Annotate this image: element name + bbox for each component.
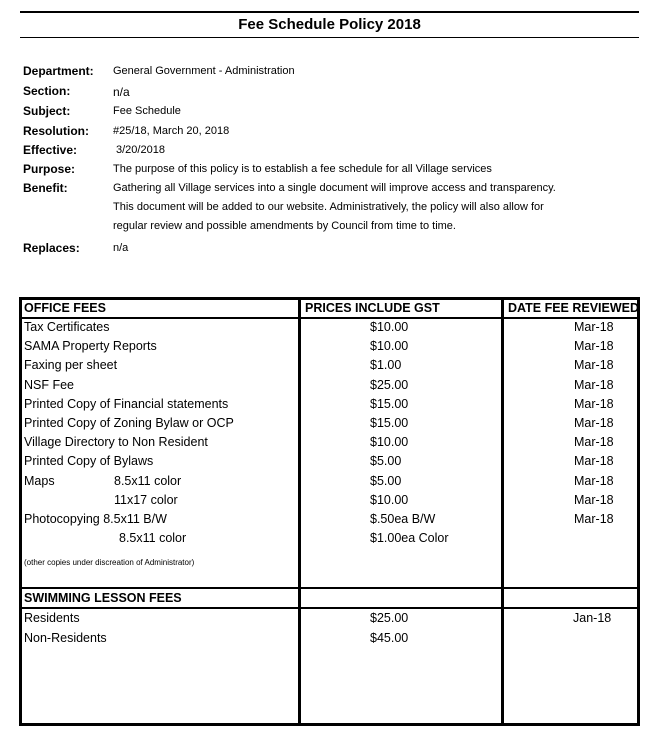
fee-price: $5.00	[370, 473, 402, 488]
meta-row-purpose	[23, 160, 643, 179]
section-divider	[22, 587, 637, 589]
meta-label: Effective:	[23, 143, 78, 157]
meta-value: 3/20/2018	[116, 144, 165, 156]
fee-name: Photocopying 8.5x11 B/W	[24, 512, 167, 526]
benefit-line: regular review and possible amendments by Council from time to time.	[113, 220, 456, 232]
fee-price: $25.00	[370, 611, 409, 625]
meta-row-effective	[23, 141, 643, 160]
fee-size: 8.5x11 color	[114, 473, 182, 488]
fee-name: Printed Copy of Financial statements	[24, 396, 229, 411]
fee-price: $15.00	[370, 416, 409, 430]
meta-row-resolution	[23, 122, 643, 141]
meta-row-replaces	[23, 239, 643, 259]
meta-value: Fee Schedule	[113, 105, 181, 117]
fee-name: Faxing per sheet	[24, 358, 118, 373]
page-title: Fee Schedule Policy 2018	[238, 16, 421, 33]
fee-price: $45.00	[370, 630, 409, 645]
meta-label: Section:	[23, 84, 71, 98]
fee-price: $10.00	[370, 492, 409, 507]
meta-value: n/a	[113, 85, 130, 99]
fee-review-date: Mar-18	[574, 320, 614, 334]
benefit-line: This document will be added to our website. Administratively, the policy will also allow for	[113, 201, 544, 213]
meta-row-benefit	[23, 179, 643, 239]
fee-table	[19, 297, 640, 726]
fee-review-date: Mar-18	[574, 339, 614, 354]
fee-review-date: Jan-18	[573, 611, 612, 625]
meta-value: #25/18, March 20, 2018	[113, 125, 230, 137]
benefit-line: Gathering all Village services into a single document will improve access and transparency.	[113, 182, 556, 194]
fee-review-date: Mar-18	[574, 435, 614, 450]
meta-label: Benefit:	[23, 181, 68, 195]
meta-label: Subject:	[23, 104, 71, 118]
policy-meta	[23, 62, 643, 259]
meta-label: Department:	[23, 64, 94, 78]
column-header-date: DATE FEE REVIEWED	[508, 301, 640, 315]
fee-name: Residents	[24, 611, 80, 625]
fee-price: $.50ea B/W	[370, 512, 436, 526]
fee-review-date: Mar-18	[574, 512, 614, 526]
section-divider	[22, 607, 637, 609]
fee-price: $10.00	[370, 339, 409, 354]
meta-row-department	[23, 62, 643, 82]
column-divider	[298, 300, 301, 723]
meta-row-subject	[23, 102, 643, 122]
fee-review-date: Mar-18	[574, 473, 614, 488]
fee-name: Printed Copy of Bylaws	[24, 454, 154, 469]
meta-label: Purpose:	[23, 162, 76, 176]
meta-value: General Government - Administration	[113, 65, 295, 77]
fee-price: $5.00	[370, 454, 402, 469]
meta-row-section	[23, 82, 643, 102]
fee-review-date: Mar-18	[574, 377, 614, 392]
swimming-section-header: SWIMMING LESSON FEES	[24, 591, 182, 605]
column-divider	[501, 300, 504, 723]
fee-review-date: Mar-18	[574, 454, 614, 469]
fee-name: NSF Fee	[24, 377, 75, 392]
fee-name: Maps	[24, 473, 55, 488]
fee-name: Printed Copy of Zoning Bylaw or OCP	[24, 416, 234, 430]
fee-review-date: Mar-18	[574, 416, 614, 430]
fee-size: 11x17 color	[114, 492, 178, 507]
fee-size: 8.5x11 color	[119, 531, 187, 546]
fee-name: Non-Residents	[24, 630, 107, 645]
meta-label: Resolution:	[23, 124, 89, 138]
fee-price: $25.00	[370, 377, 409, 392]
header-divider	[22, 317, 637, 319]
fee-review-date: Mar-18	[574, 492, 614, 507]
fee-price: $1.00ea Color	[370, 531, 449, 546]
note-text: (other copies under discreation of Administrator)	[24, 558, 195, 567]
column-header-office: OFFICE FEES	[24, 301, 106, 315]
fee-price: $10.00	[370, 435, 409, 450]
fee-review-date: Mar-18	[574, 358, 614, 373]
meta-value: The purpose of this policy is to establish a fee schedule for all Village services	[113, 163, 492, 175]
fee-price: $15.00	[370, 396, 409, 411]
fee-name: Tax Certificates	[24, 320, 110, 334]
fee-name: SAMA Property Reports	[24, 339, 157, 354]
fee-name: Village Directory to Non Resident	[24, 435, 208, 450]
fee-review-date: Mar-18	[574, 396, 614, 411]
meta-label: Replaces:	[23, 241, 80, 255]
fee-price: $10.00	[370, 320, 409, 334]
meta-value: n/a	[113, 242, 129, 254]
fee-price: $1.00	[370, 358, 402, 373]
title-bar	[20, 11, 639, 38]
column-header-price: PRICES INCLUDE GST	[305, 301, 440, 315]
